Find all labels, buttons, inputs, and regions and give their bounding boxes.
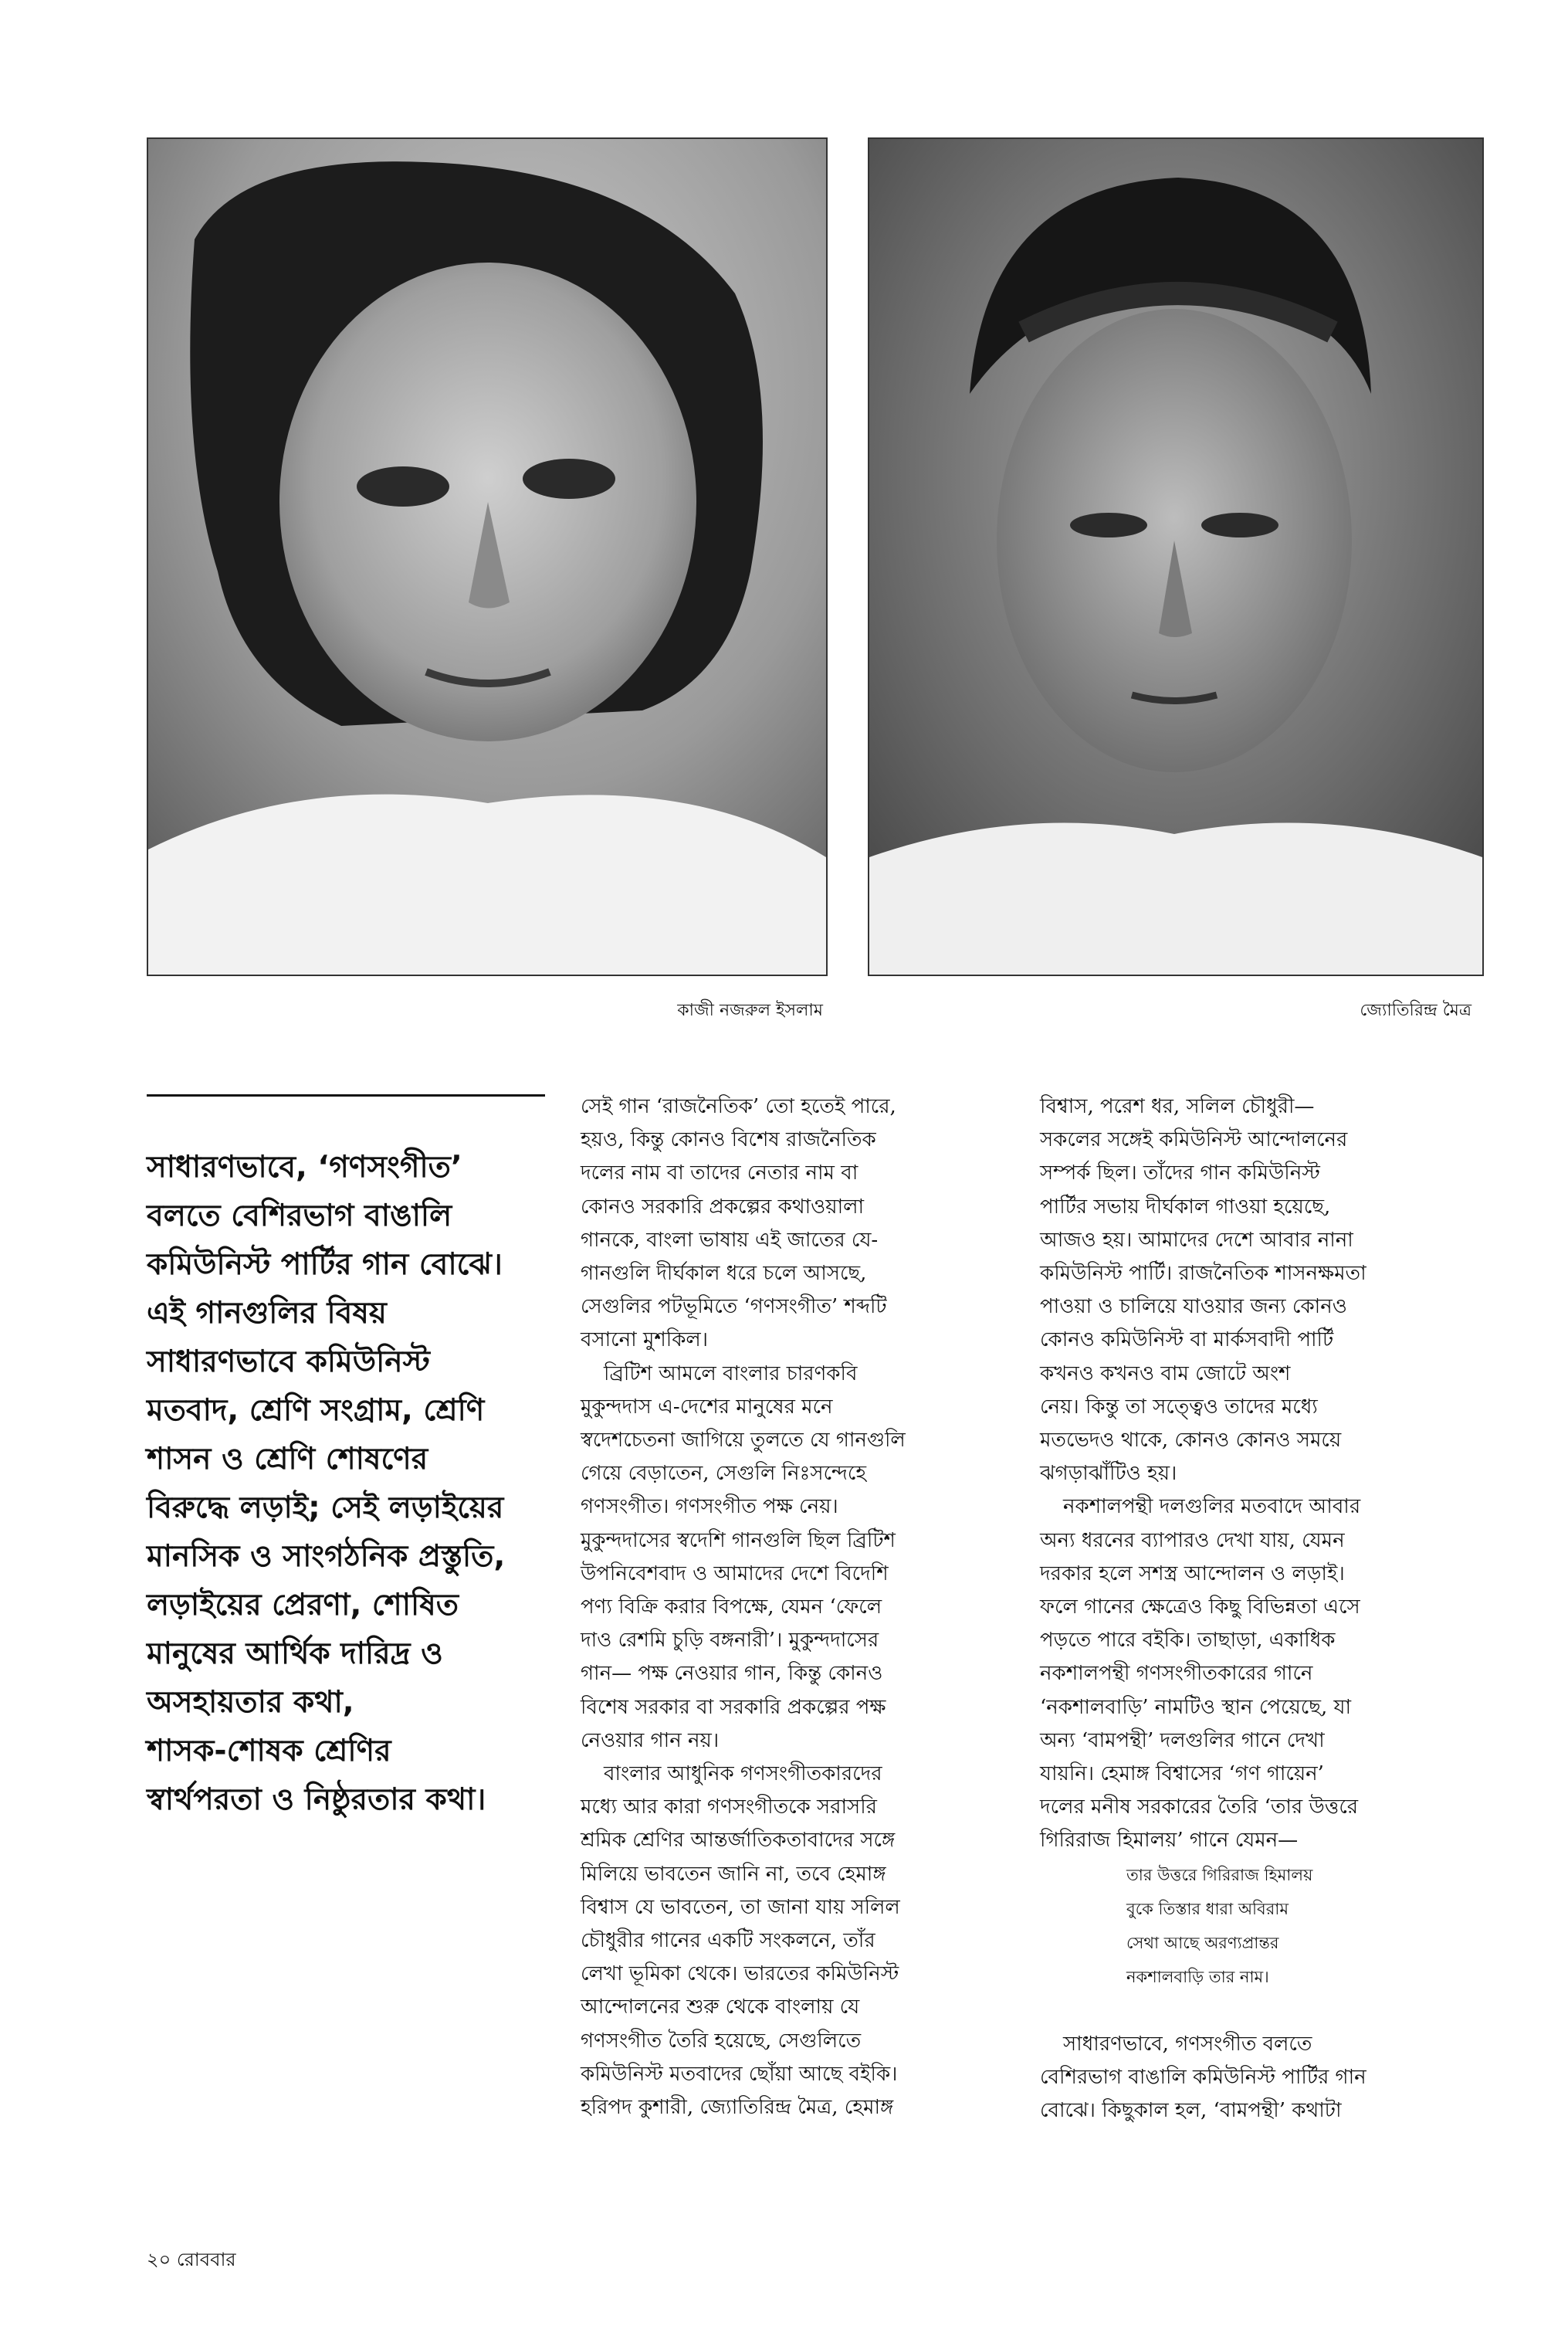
text-line: চৌধুরীর গানের একটি সংকলনে, তাঁর	[581, 1929, 875, 1953]
pull-quote-line: অসহায়তার কথা,	[147, 1685, 354, 1720]
text-line: পাওয়া ও চালিয়ে যাওয়ার জন্য কোনও	[1040, 1295, 1347, 1319]
text-line: গিরিরাজ হিমালয়’ গানে যেমন—	[1040, 1829, 1299, 1853]
text-line: মুকুন্দদাস এ-দেশের মানুষের মনে	[581, 1395, 833, 1419]
text-line: গণসংগীত তৈরি হয়েছে, সেগুলিতে	[581, 2029, 862, 2053]
text-line: বিশেষ সরকার বা সরকারি প্রকল্পের পক্ষ	[581, 1695, 886, 1719]
text-line: নেওয়ার গান নয়।	[581, 1728, 720, 1752]
text-line: হয়ও, কিন্তু কোনও বিশেষ রাজনৈতিক	[581, 1128, 876, 1152]
photo-caption-left: কাজী নজরুল ইসলাম	[677, 1001, 823, 1020]
text-line: ঝগড়াঝাঁটিও হয়।	[1040, 1462, 1177, 1486]
text-line: গণসংগীত। গণসংগীত পক্ষ নেয়।	[581, 1495, 838, 1519]
text-line: মতভেদও থাকে, কোনও কোনও সময়ে	[1040, 1429, 1342, 1453]
text-line: শ্রমিক শ্রেণির আন্তর্জাতিকতাবাদের সঙ্গে	[581, 1829, 896, 1853]
pull-quote-line: কমিউনিস্ট পার্টির গান বোঝে।	[147, 1247, 503, 1282]
pull-quote-line: শাসন ও শ্রেণি শোষণের	[147, 1442, 428, 1477]
text-line: উপনিবেশবাদ ও আমাদের দেশে বিদেশি	[581, 1561, 889, 1585]
text-line: ব্রিটিশ আমলে বাংলার চারণকবি	[604, 1361, 858, 1385]
text-line: পড়তে পারে বইকি। তাছাড়া, একাধিক	[1040, 1629, 1336, 1653]
text-line: ‘নকশালবাড়ি’ নামটিও স্থান পেয়েছে, যা	[1040, 1695, 1352, 1719]
poem-line: নকশালবাড়ি তার নাম।	[1126, 1967, 1269, 1986]
pull-quote-line: মতবাদ, শ্রেণি সংগ্রাম, শ্রেণি	[147, 1393, 485, 1428]
poem-line: বুকে তিস্তার ধারা অবিরাম	[1126, 1899, 1289, 1918]
pull-quote-line: বলতে বেশিরভাগ বাঙালি	[147, 1199, 452, 1233]
portrait-image-left	[148, 139, 826, 975]
text-line: সাধারণভাবে, গণসংগীত বলতে	[1063, 2032, 1312, 2056]
text-line: মুকুন্দদাসের স্বদেশি গানগুলি ছিল ব্রিটিশ	[581, 1528, 896, 1552]
text-line: দলের মনীষ সরকারের তৈরি ‘তার উত্তরে	[1040, 1795, 1359, 1819]
pull-quote-line: সাধারণভাবে কমিউনিস্ট	[147, 1344, 430, 1379]
pull-quote-line: লড়াইয়ের প্রেরণা, শোষিত	[147, 1588, 459, 1622]
text-line: মিলিয়ে ভাবতেন জানি না, তবে হেমাঙ্গ	[581, 1862, 886, 1886]
text-line: অন্য ‘বামপন্থী’ দলগুলির গানে দেখা	[1040, 1728, 1325, 1752]
article-column-right	[1040, 1090, 1488, 2128]
page-folio: ২০ রোববার	[147, 2249, 236, 2270]
portrait-photo-right	[868, 137, 1484, 976]
article-column-middle	[581, 1090, 997, 2124]
text-line: কমিউনিস্ট পার্টি। রাজনৈতিক শাসনক্ষমতা	[1040, 1262, 1366, 1286]
text-line: কখনও কখনও বাম জোটে অংশ	[1040, 1361, 1291, 1385]
paragraph-gap	[1040, 1994, 1488, 2028]
text-line: আন্দোলনের শুরু থেকে বাংলায় যে	[581, 1995, 860, 2019]
pull-quote-line: মানসিক ও সাংগঠনিক প্রস্তুতি,	[147, 1539, 506, 1574]
text-line: মধ্যে আর কারা গণসংগীতকে সরাসরি	[581, 1795, 877, 1819]
pull-quote-line: স্বার্থপরতা ও নিষ্ঠুরতার কথা।	[147, 1782, 486, 1817]
text-line: সকলের সঙ্গেই কমিউনিস্ট আন্দোলনের	[1040, 1128, 1348, 1152]
text-line: বসানো মুশকিল।	[581, 1328, 709, 1352]
poem-line: তার উত্তরে গিরিরাজ হিমালয়	[1126, 1865, 1313, 1884]
text-line: ফলে গানের ক্ষেত্রেও কিছু বিভিন্নতা এসে	[1040, 1595, 1360, 1619]
poem-line: সেথা আছে অরণ্যপ্রান্তর	[1126, 1933, 1279, 1952]
text-line: স্বদেশচেতনা জাগিয়ে তুলতে যে গানগুলি	[581, 1429, 906, 1453]
text-line: গান— পক্ষ নেওয়ার গান, কিন্তু কোনও	[581, 1662, 883, 1686]
text-line: পণ্য বিক্রি করার বিপক্ষে, যেমন ‘ফেলে	[581, 1595, 882, 1619]
pull-quote-line: এই গানগুলির বিষয়	[147, 1296, 387, 1331]
pull-quote-line: বিরুদ্ধে লড়াই; সেই লড়াইয়ের	[147, 1490, 504, 1525]
text-line: বাংলার আধুনিক গণসংগীতকারদের	[604, 1762, 882, 1786]
text-line: গেয়ে বেড়াতেন, সেগুলি নিঃসন্দেহে	[581, 1462, 867, 1486]
text-line: হরিপদ কুশারী, জ্যোতিরিন্দ্র মৈত্র, হেমাঙ্গ	[581, 2096, 894, 2120]
text-line: নেয়। কিন্তু তা সত্ত্বেও তাদের মধ্যে	[1040, 1395, 1318, 1419]
pull-quote	[147, 1143, 548, 1824]
text-line: কোনও কমিউনিস্ট বা মার্কসবাদী পার্টি	[1040, 1328, 1334, 1352]
text-line: সেই গান ‘রাজনৈতিক’ তো হতেই পারে,	[581, 1095, 896, 1118]
text-line: গানকে, বাংলা ভাষায় এই জাতের যে-	[581, 1228, 879, 1252]
text-line: সেগুলির পটভূমিতে ‘গণসংগীত’ শব্দটি	[581, 1295, 887, 1319]
text-line: পার্টির সভায় দীর্ঘকাল গাওয়া হয়েছে,	[1040, 1195, 1331, 1219]
portrait-image-right	[869, 139, 1482, 975]
text-line: বোঝে। কিছুকাল হল, ‘বামপন্থী’ কথাটা	[1040, 2099, 1342, 2123]
text-line: নকশালপন্থী গণসংগীতকারের গানে	[1040, 1662, 1313, 1686]
text-line: বিশ্বাস, পরেশ ধর, সলিল চৌধুরী—	[1040, 1095, 1315, 1118]
text-line: দাও রেশমি চুড়ি বঙ্গনারী’। মুকুন্দদাসের	[581, 1629, 879, 1653]
text-line: গানগুলি দীর্ঘকাল ধরে চলে আসছে,	[581, 1262, 867, 1286]
text-line: যায়নি। হেমাঙ্গ বিশ্বাসের ‘গণ গায়েন’	[1040, 1762, 1324, 1786]
text-line: অন্য ধরনের ব্যাপারও দেখা যায়, যেমন	[1040, 1528, 1345, 1552]
pull-quote-line: শাসক-শোষক শ্রেণির	[147, 1734, 391, 1768]
text-line: কমিউনিস্ট মতবাদের ছোঁয়া আছে বইকি।	[581, 2062, 898, 2086]
text-line: দলের নাম বা তাদের নেতার নাম বা	[581, 1161, 859, 1185]
pull-quote-line: সাধারণভাবে, ‘গণসংগীত’	[147, 1150, 462, 1185]
pull-quote-rule	[147, 1094, 545, 1097]
text-line: বেশিরভাগ বাঙালি কমিউনিস্ট পার্টির গান	[1040, 2065, 1366, 2089]
pull-quote-line: মানুষের আর্থিক দারিদ্র ও	[147, 1636, 443, 1671]
text-line: আজও হয়। আমাদের দেশে আবার নানা	[1040, 1228, 1353, 1252]
text-line: দরকার হলে সশস্ত্র আন্দোলন ও লড়াই।	[1040, 1561, 1345, 1585]
photo-caption-right: জ্যোতিরিন্দ্র মৈত্র	[1360, 1001, 1471, 1020]
portrait-photo-left	[147, 137, 828, 976]
poem-quote	[1040, 1858, 1488, 1994]
text-line: লেখা ভূমিকা থেকে। ভারতের কমিউনিস্ট	[581, 1962, 899, 1986]
text-line: কোনও সরকারি প্রকল্পের কথাওয়ালা	[581, 1195, 865, 1219]
text-line: বিশ্বাস যে ভাবতেন, তা জানা যায় সলিল	[581, 1895, 900, 1919]
text-line: সম্পর্ক ছিল। তাঁদের গান কমিউনিস্ট	[1040, 1161, 1320, 1185]
text-line: নকশালপন্থী দলগুলির মতবাদে আবার	[1063, 1495, 1361, 1519]
